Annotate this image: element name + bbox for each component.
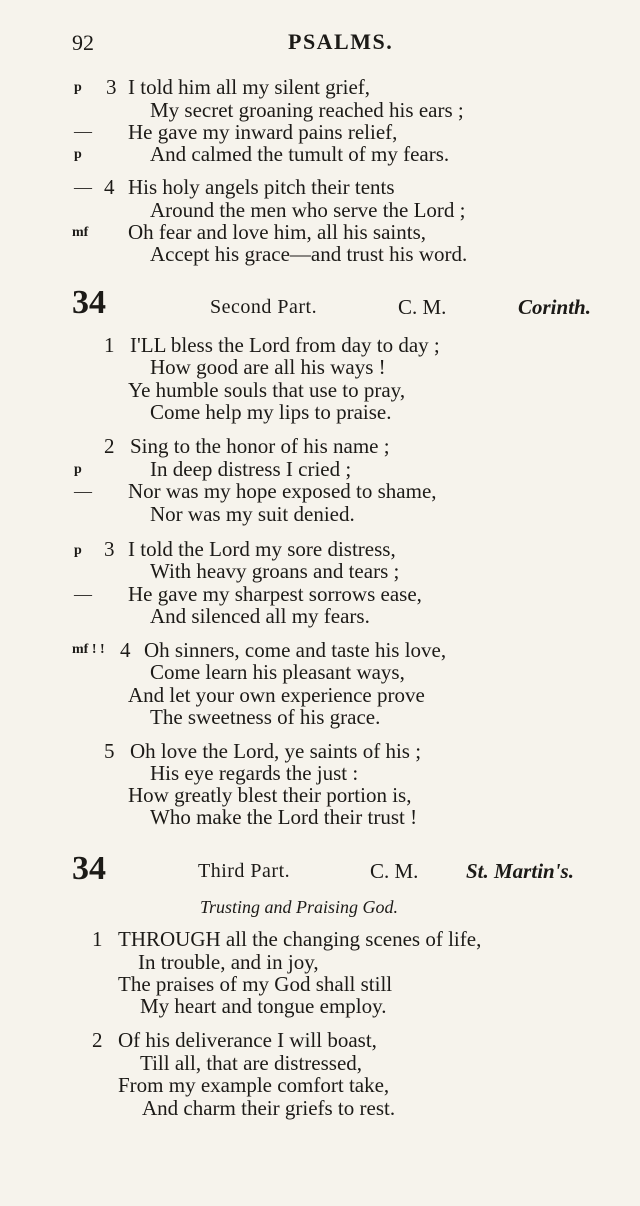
hymn-number: 34 — [72, 284, 106, 321]
verse-number: 1 — [92, 927, 103, 951]
verse-line: In deep distress I cried ; — [150, 457, 352, 481]
verse-line: His holy angels pitch their tents — [128, 175, 395, 199]
verse-line: And charm their griefs to rest. — [142, 1096, 396, 1120]
verse-line: Come learn his pleasant ways, — [150, 660, 405, 684]
verse-line: The sweetness of his grace. — [150, 705, 381, 729]
verse-line: I'LL bless the Lord from day to day ; — [130, 333, 440, 357]
verse-line: His eye regards the just : — [150, 761, 359, 785]
verse-line: And silenced all my fears. — [150, 604, 370, 628]
verse-line: And calmed the tumult of my fears. — [150, 142, 450, 166]
dynamic-mark: mf — [72, 225, 89, 240]
dynamic-mark: p — [74, 462, 82, 477]
hymn-subtitle: Trusting and Praising God. — [200, 897, 399, 917]
verse-line: Oh love the Lord, ye saints of his ; — [130, 739, 422, 763]
verse-line: Of his deliverance I will boast, — [118, 1028, 377, 1052]
verse-line: THROUGH all the changing scenes of life, — [118, 927, 482, 951]
dynamic-mark: mf ! ! — [72, 642, 105, 657]
verse-line: Nor was my hope exposed to shame, — [128, 479, 437, 503]
dash-mark: — — [74, 584, 92, 604]
verse-line: Around the men who serve the Lord ; — [150, 198, 466, 222]
verse-number: 2 — [104, 434, 115, 458]
verse-line: From my example comfort take, — [118, 1073, 390, 1097]
tune-name: Corinth. — [518, 295, 591, 319]
verse-line: In trouble, and in joy, — [138, 950, 319, 974]
verse-number: 4 — [120, 638, 131, 662]
verse-line: I told the Lord my sore distress, — [128, 537, 396, 561]
tune-name: St. Martin's. — [466, 859, 574, 883]
verse-line: Ye humble souls that use to pray, — [128, 378, 406, 402]
verse-number: 1 — [104, 333, 115, 357]
hymn-number: 34 — [72, 850, 106, 887]
verse-number: 4 — [104, 175, 115, 199]
verse-line: I told him all my silent grief, — [128, 75, 371, 99]
dynamic-mark: p — [74, 80, 82, 95]
page-number: 92 — [72, 30, 94, 55]
verse-line: He gave my inward pains relief, — [128, 120, 398, 144]
verse-line: Oh fear and love him, all his saints, — [128, 220, 427, 244]
verse-number: 3 — [104, 537, 115, 561]
verse-line: Oh sinners, come and taste his love, — [144, 638, 447, 662]
dynamic-mark: p — [74, 147, 82, 162]
dynamic-mark: p — [74, 543, 82, 558]
verse-line: He gave my sharpest sorrows ease, — [128, 582, 422, 606]
verse-line: Accept his grace—and trust his word. — [150, 242, 468, 266]
verse-number: 3 — [106, 75, 117, 99]
verse-line: How greatly blest their portion is, — [128, 783, 412, 807]
verse-line: And let your own experience prove — [128, 683, 425, 707]
hymn-meter: C. M. — [370, 859, 419, 883]
verse-number: 2 — [92, 1028, 103, 1052]
verse-line: My secret groaning reached his ears ; — [150, 98, 464, 122]
verse-line: With heavy groans and tears ; — [150, 559, 400, 583]
dash-mark: — — [74, 177, 92, 197]
verse-line: Who make the Lord their trust ! — [150, 805, 418, 829]
dash-mark: — — [74, 481, 92, 501]
running-title: PSALMS. — [288, 29, 394, 54]
verse-line: Come help my lips to praise. — [150, 400, 392, 424]
verse-line: The praises of my God shall still — [118, 972, 393, 996]
verse-line: Till all, that are distressed, — [140, 1051, 363, 1075]
verse-line: How good are all his ways ! — [150, 355, 386, 379]
verse-line: Sing to the honor of his name ; — [130, 434, 390, 458]
hymn-meter: C. M. — [398, 295, 447, 319]
verse-number: 5 — [104, 739, 115, 763]
verse-line: Nor was my suit denied. — [150, 502, 355, 526]
dash-mark: — — [74, 121, 92, 141]
hymn-part: Second Part. — [210, 296, 318, 318]
verse-line: My heart and tongue employ. — [140, 994, 387, 1018]
hymn-part: Third Part. — [198, 860, 291, 882]
